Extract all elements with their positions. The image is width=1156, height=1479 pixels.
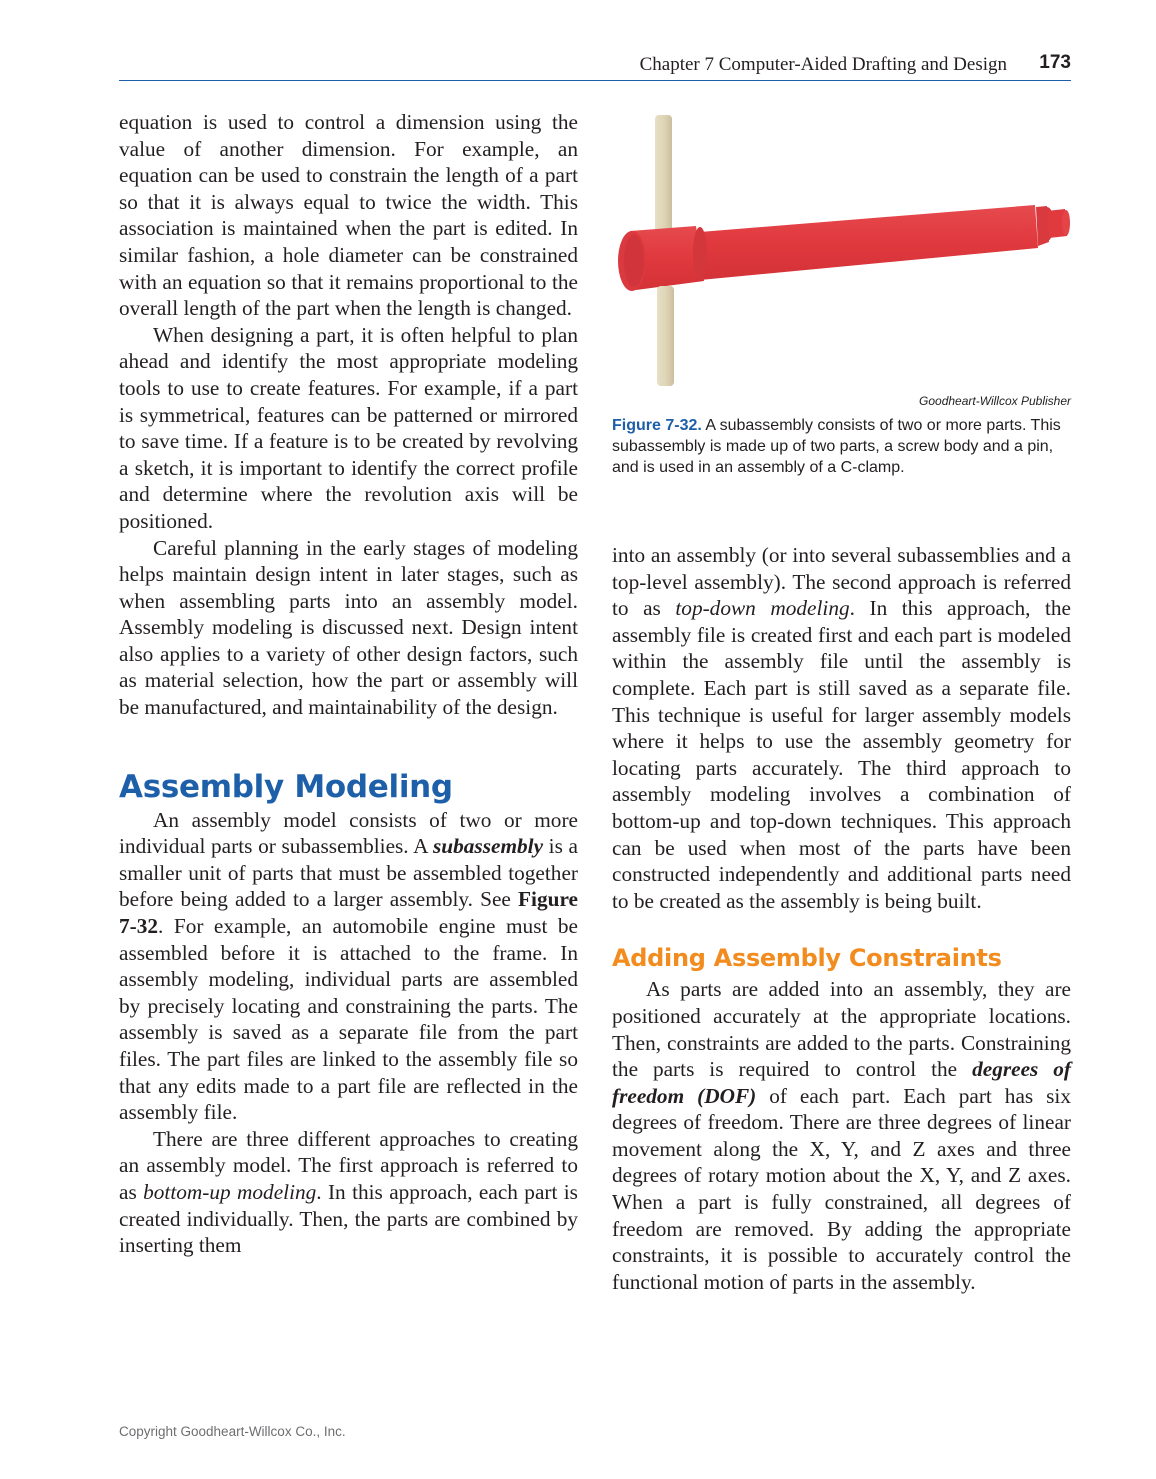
copyright-footer: Copyright Goodheart-Willcox Co., Inc. (119, 1424, 346, 1439)
italic-term: bottom-up modeling (143, 1179, 317, 1204)
text-run: As parts are added into an assembly, they are positioned accurately at the appropriate locations. Then, constraints are added to the parts. Constraining the parts is required to control the (612, 977, 1071, 1082)
paragraph: equation is used to control a dimension using the value of another dimension. For example, an equation can be used to constrain the length of a part so that it is always equal to twice the width. This association is maintained when the part is edited. In similar fashion, a hole diameter can be constrained with an equation so that it remains proportional to the overall length of the part when the length is changed. (119, 110, 578, 321)
section-heading: Assembly Modeling (119, 768, 453, 805)
figure-reference: Figure 7-32 (119, 887, 578, 939)
text-run: into an assembly (or into several subassemblies and a top-level assembly). The second approach is referred to as (612, 543, 1071, 621)
subassembly-render (600, 110, 1080, 395)
figure-label: Figure 7-32. (612, 417, 702, 434)
text-run: of each part. Each part has six degrees of freedom. There are three degrees of linear movement along the X, Y, and Z axes and three degrees of rotary motion about the X, Y, and Z axes. When a part is fully constrained, all degrees of freedom are removed. By adding the appropriate constraints, it is possible to accurately control the functional motion of parts in the assembly. (612, 1083, 1071, 1294)
key-term: degrees of freedom (DOF) (612, 1057, 1072, 1108)
key-term: subassembly (432, 834, 544, 859)
text-run: An assembly model consists of two or more individual parts or subassemblies. A (119, 807, 578, 859)
figure-credit: Goodheart-Willcox Publisher (919, 394, 1071, 408)
figure-caption (612, 415, 1071, 478)
paragraph: When designing a part, it is often helpful to plan ahead and identify the most appropriate modeling tools to use to create features. For example, if a part is symmetrical, features can be patterned or mirrored to save time. If a feature is to be created by revolving a sketch, it is important to identify the correct profile and determine where the revolution axis will be positioned. (119, 322, 578, 533)
figure-7-32-image (600, 110, 1080, 395)
running-header (119, 52, 1071, 81)
right-column (612, 542, 1071, 1295)
paragraph (119, 807, 578, 1126)
left-column (119, 109, 578, 1259)
text-run: . In this approach, the assembly file is created first and each part is modeled within the assembly file until the assembly is complete. Each part is still saved as a separate file. This technique is useful for larger assembly models where it helps to use the assembly geometry for locating parts accurately. The third approach to assembly modeling involves a combination of bottom-up and top-down techniques. This approach can be used when most of the parts have been constructed independently and additional parts need to be created as the assembly is being built. (612, 596, 1071, 913)
text-run: . For example, an automobile engine must be assembled before it is attached to the frame. In assembly modeling, individual parts are assembled by precisely locating and constraining the parts. The assembly is saved as a separate file from the part files. The part files are linked to the assembly file so that any edits made to a part file are reflected in the assembly file. (119, 914, 578, 1125)
paragraph: Careful planning in the early stages of modeling helps maintain design intent in later stages, such as when assembling parts into an assembly model. Assembly modeling is discussed next. Design intent also applies to a variety of other design factors, such as material selection, how the part or assembly will be manufactured, and maintainability of the design. (119, 535, 578, 720)
paragraph (612, 542, 1071, 914)
text-run: There are three different approaches to creating an assembly model. The first approach is referred to as (119, 1126, 578, 1204)
chapter-title: Chapter 7 Computer-Aided Drafting and Design (639, 54, 1007, 75)
paragraph (119, 1126, 578, 1259)
paragraph (612, 976, 1071, 1295)
text-run: is a smaller unit of parts that must be assembled together before being added to a larger assembly. See (119, 834, 578, 912)
caption-text: A subassembly consists of two or more parts. This subassembly is made up of two parts, a screw body and a pin, and is used in an assembly of a C-clamp. (612, 417, 1061, 476)
italic-term: top-down modeling (675, 596, 850, 621)
page-number: 173 (1039, 52, 1071, 73)
subsection-heading: Adding Assembly Constraints (612, 944, 1002, 973)
text-run: . In this approach, each part is created individually. Then, the parts are combined by inserting them (119, 1179, 578, 1258)
